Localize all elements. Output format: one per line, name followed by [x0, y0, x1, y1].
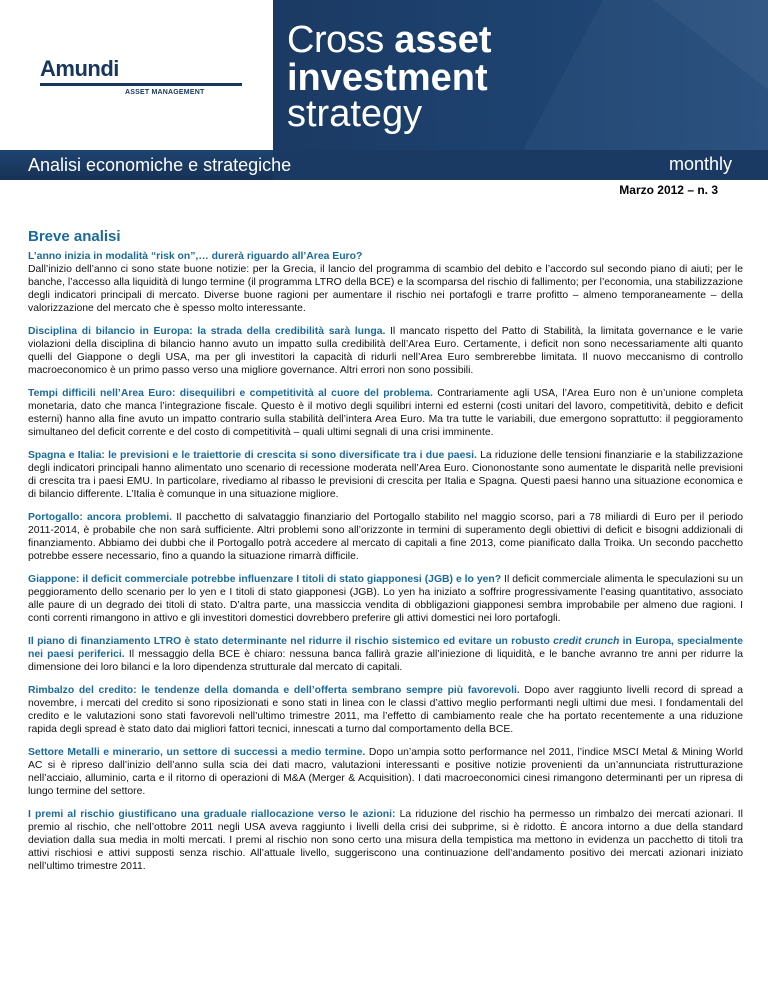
band-title: Analisi economiche e strategiche: [28, 155, 292, 175]
main-content: [28, 228, 743, 883]
paragraph-2: [28, 325, 743, 377]
paragraph-1: [28, 250, 743, 315]
paragraph-5: [28, 511, 743, 563]
paragraph-body: La riduzione delle tensioni finanziarie e la stabilizzazione degli indicatori principali hanno alimentato uno scenario di recessione moderata nell’Area Euro. Ciononostante sono aumentate le disparità nelle previsioni di crescita tra i paesi EMU. In particolare, rivediamo al ribasso le previsioni di crescita per Italia e Spagna. Questi paesi hanno una situazione economica e di bilancio differente. L’Italia è comunque in una situazione migliore.: [28, 450, 743, 500]
paragraph-6: [28, 573, 743, 625]
paragraph-body: Dall’inizio dell’anno ci sono state buone notizie: per la Grecia, il lancio del programma di scambio del debito e l’accordo sul secondo piano di aiuti; per le banche, l’accesso alla liquidità di lungo termine (il programma LTRO della BCE) e la scomparsa del rischio di fallimento; per l’economia, una stabilizzazione degli indicatori principali di mercato. Diverse buone ragioni per aumentare il rischio nei portafogli e trarre profitto – almeno temporaneamente – della valorizzazione del mercato che è spesso molto interessante.: [28, 264, 743, 314]
issue-date: Marzo 2012 – n. 3: [619, 183, 718, 197]
paragraph-headline: I premi al rischio giustificano una graduale riallocazione verso le azioni:: [28, 809, 396, 820]
paragraph-8: [28, 684, 743, 736]
title-word-cross: Cross: [287, 19, 384, 61]
title-panel: [273, 0, 768, 150]
title-line-1: [287, 20, 492, 60]
paragraph-headline: Settore Metalli e minerario, un settore di successi a medio termine.: [28, 747, 366, 758]
headline-part-1: Il piano di finanziamento LTRO è stato determinante nel ridurre il rischio sistemico ed evitare un robusto: [28, 636, 554, 647]
paragraph-body: Contrariamente agli USA, l’Area Euro non è un’unione completa monetaria, dato che manca l’integrazione fiscale. Questo è il motivo degli squilibri interni ed esterni (costi unitari del lavoro, competitività, debito e deficit esterni) hanno alla fine avuto un impatto contrario sulla stabilità dell’intera Area Euro. Ma tra tutte le variabili, due emergono soprattutto: il peggioramento simultaneo del deficit corrente e del costo di competitività – quali ultimi segnali di una crisi imminente.: [28, 388, 743, 438]
paragraph-3: [28, 387, 743, 439]
paragraph-body: Il mancato rispetto del Patto di Stabilità, la limitata governance e le varie violazioni della disciplina di bilancio hanno avuto un impatto sulla credibilità dell’Area Euro. Certamente, i deficit non sono necessariamente alti quanto quelli del Giappone o degli USA, ma per gli investitori la capacità di ridurli nell’Area Euro sembrerebbe limitata. Il nuovo meccanismo di controllo macroeconomico è un primo passo verso una migliore governance. Altri errori non sono possibili.: [28, 326, 743, 376]
logo-wordmark: Amundi: [40, 56, 119, 81]
paragraph-9: [28, 746, 743, 798]
band-monthly: monthly: [668, 154, 732, 174]
paragraph-body: Il deficit commerciale alimenta le speculazioni su un peggioramento dello scenario per lo yen e I titoli di stato giapponesi (JGB). Lo yen ha iniziato a soffrire progressivamente l’easing quantitativo, associato alle paure di un degrado dei titoli di stato. D’altra parte, una massiccia vendita di obbligazioni giapponesi sembra improbabile per almeno due ragioni. I conti correnti rimangono in attivo e gli investitori domestici dovrebbero preferire gli attivi domestici nei loro portafogli.: [28, 574, 743, 624]
paragraph-body: Il messaggio della BCE è chiaro: nessuna banca fallirà grazie all’iniezione di liquidità, e le banche avranno tre anni per ridurre la dimensione dei loro bilanci e la loro dipendenza strutturale dal mercato di capitali.: [28, 649, 743, 673]
headline-part-2: in Europa, specialmente nei paesi periferici.: [28, 636, 743, 660]
title-line-3: strategy: [287, 93, 423, 135]
header-band: [0, 150, 768, 180]
header-band-left: [0, 150, 292, 180]
amundi-logo: [40, 58, 242, 96]
section-title: Breve analisi: [28, 228, 121, 245]
paragraph-headline: Disciplina di bilancio in Europa: la strada della credibilità sarà lunga.: [28, 326, 386, 337]
paragraph-headline: Giappone: il deficit commerciale potrebbe influenzare I titoli di stato giapponesi (JGB) e lo yen?: [28, 574, 502, 585]
paragraph-body: Dopo un’ampia sotto performance nel 2011, l’indice MSCI Metal & Mining World AC si è ripreso dall’inizio dell’anno sulla scia dei dati macro, valutazioni interessanti e positive notizie provenienti da un’annunciata ristrutturazione nell’acciaio, alluminio, carta e il ritorno di operazioni di M&A (Merger & Acquisition). I dati macroeconomici cinesi rimangono determinanti per un ripresa di lungo termine del settore.: [28, 747, 743, 797]
title-word-asset: asset: [394, 19, 492, 61]
logo-subtitle: ASSET MANAGEMENT: [125, 89, 205, 96]
paragraph-7: [28, 635, 743, 674]
paragraph-headline: Tempi difficili nell’Area Euro: disequilibri e competitività al cuore del problema.: [28, 388, 433, 399]
paragraph-body: Dopo aver raggiunto livelli record di spread a novembre, i mercati del credito si sono riposizionati e sono stati in linea con le classi d’attivo meglio performanti negli ultimi due mesi. I fondamentali del credito e le valutazioni sono stati favorevoli nell’ultimo trimestre 2011, ma l’effetto di cambiamento reale che ha portato recentemente a una riduzione rapida degli spread è stato dato dai migliori fattori tecnici, innescati a turno dal comportamento della BCE.: [28, 685, 743, 735]
logo-underline: [40, 83, 242, 86]
paragraph-4: [28, 449, 743, 501]
paragraph-headline: L’anno inizia in modalità “risk on”,… durerà riguardo all’Area Euro?: [28, 251, 363, 262]
paragraph-body: Il pacchetto di salvataggio finanziario del Portogallo stabilito nel maggio scorso, pari a 78 miliardi di Euro per il periodo 2011-2014, è probabile che non sarà sufficiente. Altri problemi sono all’orizzonte in termini di superamento degli obiettivi di deficit e bisogni addizionali di finanziamento. Abbiamo dei dubbi che il Portogallo potrà accedere al mercato di capitali a fine 2013, come pianificato dalla Troika. Un secondo pacchetto potrebbe essere necessario, fino a quando la situazione rimarrà difficile.: [28, 512, 743, 562]
headline-italic: credit crunch: [553, 636, 620, 647]
paragraph-headline: Rimbalzo del credito: le tendenze della domanda e dell’offerta sembrano sempre più favorevoli.: [28, 685, 520, 696]
page-header: [0, 0, 768, 180]
title-line-2: investment: [287, 57, 488, 99]
paragraph-10: [28, 808, 743, 873]
paragraph-body: La riduzione del rischio ha permesso un rimbalzo dei mercati azionari. Il premio al rischio, che nell’ottobre 2011 negli USA aveva raggiunto i livelli della crisi dei subprime, si è ridotto. È ancora intorno a due della standard deviation dalla sua media in molti mercati. I premi al rischio non sono certo una misura della tempistica ma mettono in evidenza un pacchetto di titoli tra attivi rischiosi e attivi supposti senza rischio. All’attuale livello, suggeriscono una continuazione dell’andamento positivo dei mercati azionari iniziato nell’ultimo trimestre 2011.: [28, 809, 743, 872]
paragraph-headline: Portogallo: ancora problemi.: [28, 512, 173, 523]
paragraph-headline: Spagna e Italia: le previsioni e le traiettorie di crescita si sono diversificate tra i due paesi.: [28, 450, 477, 461]
